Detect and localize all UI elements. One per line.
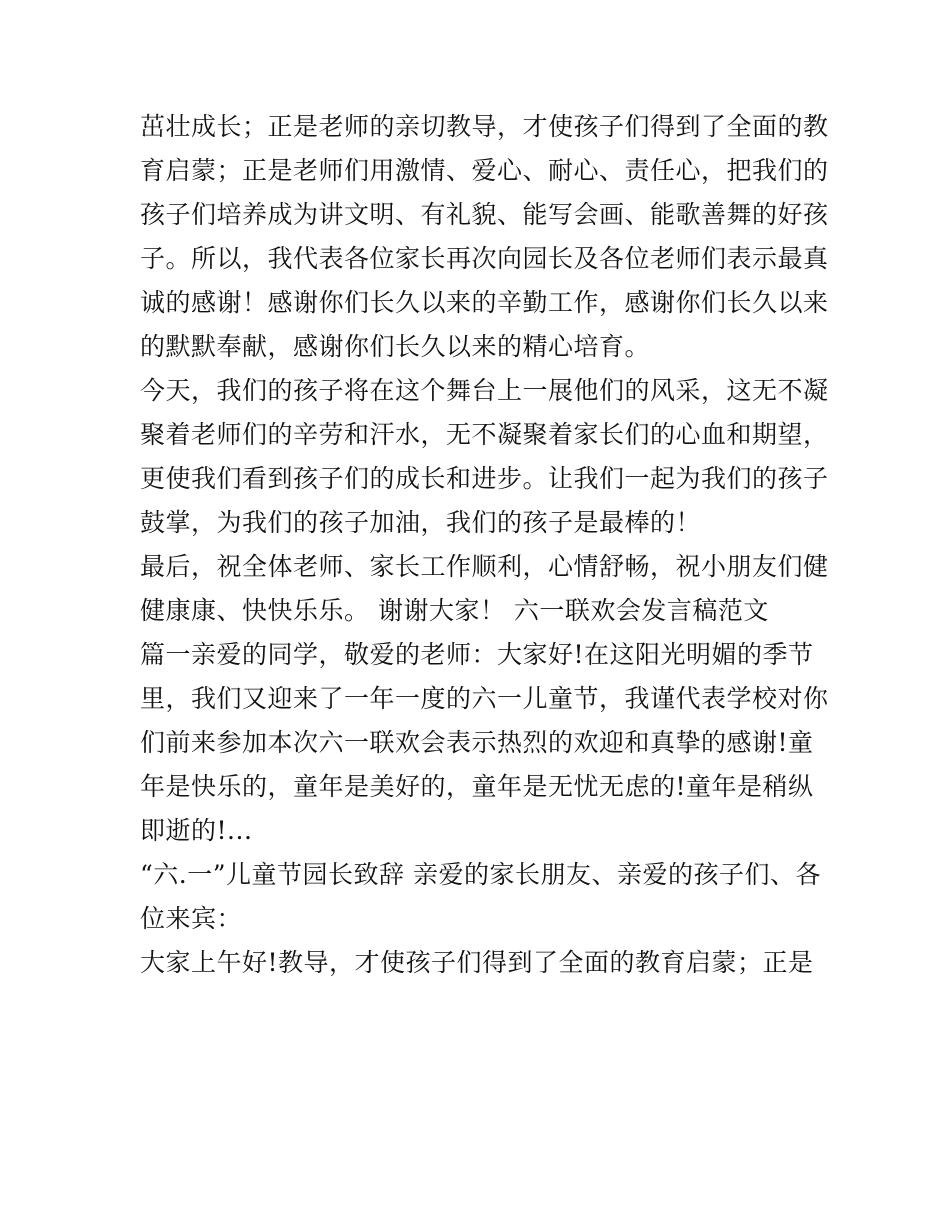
text-line: 们前来参加本次六一联欢会表示热烈的欢迎和真挚的感谢!童 <box>140 728 814 757</box>
text-line: 茁壮成长；正是老师的亲切教导，才使孩子们得到了全面的教 <box>140 112 829 141</box>
text-line: 里，我们又迎来了一年一度的六一儿童节，我谨代表学校对你 <box>140 684 829 713</box>
text-line: “六.一”儿童节园长致辞 亲爱的家长朋友、亲爱的孩子们、各 <box>140 860 821 889</box>
text-line: 即逝的!... <box>140 816 253 845</box>
text-line: 更使我们看到孩子们的成长和进步。让我们一起为我们的孩子 <box>140 464 829 493</box>
text-line: 位来宾： <box>140 904 243 933</box>
text-line: 篇一亲爱的同学，敬爱的老师：大家好!在这阳光明媚的季节 <box>140 640 814 669</box>
text-line: 最后，祝全体老师、家长工作顺利，心情舒畅，祝小朋友们健 <box>140 552 829 581</box>
text-line: 健康康、快快乐乐。 谢谢大家！ 六一联欢会发言稿范文 <box>140 596 769 625</box>
text-line: 年是快乐的，童年是美好的，童年是无忧无虑的!童年是稍纵 <box>140 772 814 801</box>
document-body <box>140 105 829 985</box>
text-line: 的默默奉献，感谢你们长久以来的精心培育。 <box>140 332 651 361</box>
text-line: 鼓掌，为我们的孩子加油，我们的孩子是最棒的！ <box>140 508 702 537</box>
text-line: 子。所以，我代表各位家长再次向园长及各位老师们表示最真 <box>140 244 829 273</box>
text-line: 孩子们培养成为讲文明、有礼貌、能写会画、能歌善舞的好孩 <box>140 200 829 229</box>
text-line: 聚着老师们的辛劳和汗水，无不凝聚着家长们的心血和期望， <box>140 420 829 449</box>
text-line: 诚的感谢！感谢你们长久以来的辛勤工作，感谢你们长久以来 <box>140 288 829 317</box>
text-line: 育启蒙；正是老师们用激情、爱心、耐心、责任心，把我们的 <box>140 156 829 185</box>
text-line: 大家上午好!教导，才使孩子们得到了全面的教育启蒙；正是 <box>140 948 814 977</box>
text-line: 今天，我们的孩子将在这个舞台上一展他们的风采，这无不凝 <box>140 376 829 405</box>
